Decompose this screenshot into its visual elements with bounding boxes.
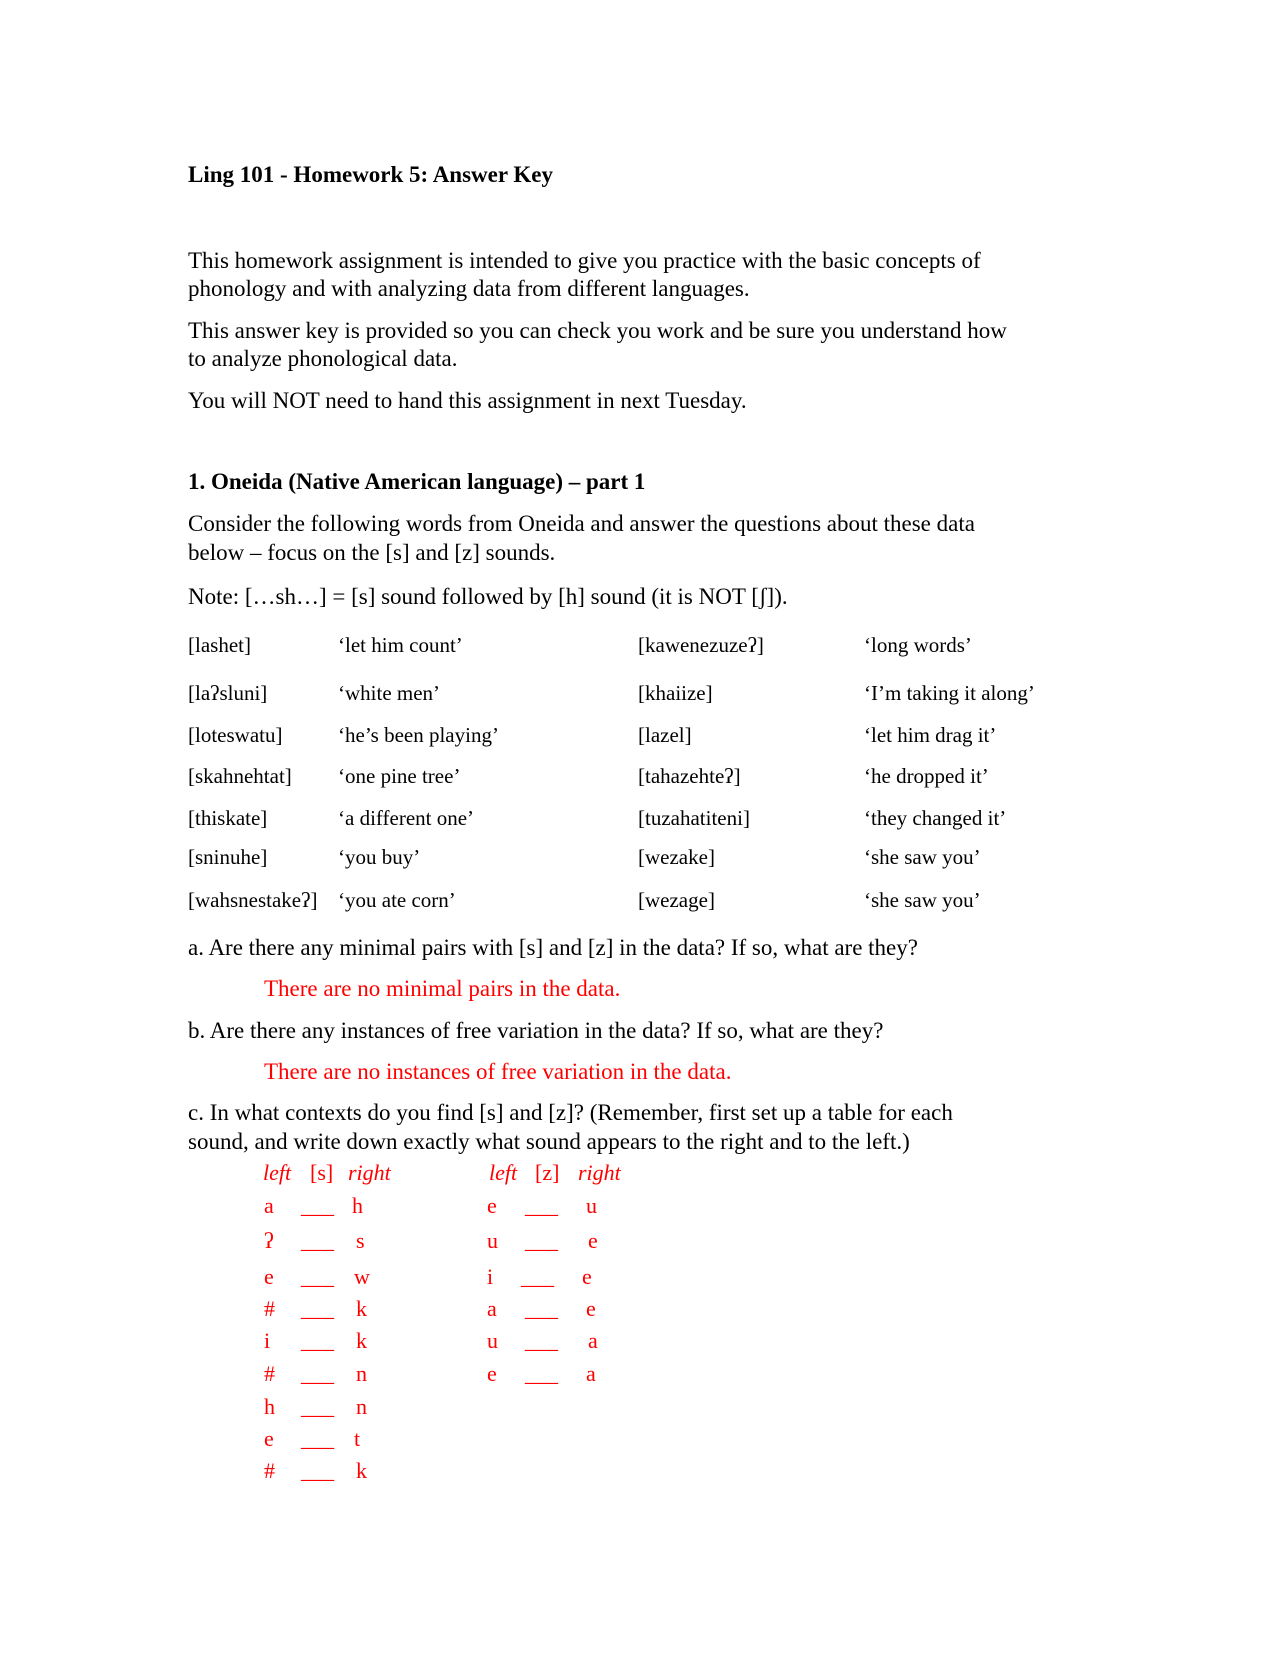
s-table-left-header: left — [263, 1160, 292, 1185]
page-title: Ling 101 - Homework 5: Answer Key — [188, 162, 554, 187]
word-gloss: ‘she saw you’ — [864, 888, 981, 912]
right-context: a — [586, 1361, 596, 1386]
blank-line: ___ — [301, 1361, 334, 1386]
z-table-sound-header: [z] — [535, 1160, 560, 1185]
right-context: e — [586, 1296, 596, 1321]
oneida-word: [lashet] — [188, 633, 251, 657]
section-heading: 1. Oneida (Native American language) – part 1 — [188, 469, 646, 494]
oneida-word: [wezake] — [638, 845, 715, 869]
question-c-line-1: c. In what contexts do you find [s] and [z]? (Remember, first set up a table for each — [188, 1100, 953, 1125]
blank-line: ___ — [301, 1394, 334, 1419]
word-gloss: ‘he’s been playing’ — [338, 723, 499, 747]
blank-line: ___ — [301, 1193, 334, 1218]
word-gloss: ‘they changed it’ — [864, 806, 1007, 830]
right-context: h — [352, 1193, 363, 1218]
oneida-word: [wahsnestakeʔ] — [188, 888, 318, 912]
blank-line: ___ — [525, 1193, 558, 1218]
left-context: a — [487, 1296, 497, 1321]
word-gloss: ‘she saw you’ — [864, 845, 981, 869]
s-table-sound-header: [s] — [310, 1160, 334, 1185]
right-context: k — [356, 1458, 367, 1483]
oneida-word: [thiskate] — [188, 806, 268, 830]
word-gloss: ‘you ate corn’ — [338, 888, 456, 912]
blank-line: ___ — [301, 1458, 334, 1483]
oneida-word: [sninuhe] — [188, 845, 268, 869]
oneida-word: [tahazehteʔ] — [638, 764, 741, 788]
z-table-right-header: right — [578, 1160, 621, 1185]
oneida-word: [lazel] — [638, 723, 692, 747]
blank-line: ___ — [525, 1328, 558, 1353]
word-gloss: ‘white men’ — [338, 681, 441, 705]
right-context: e — [588, 1228, 598, 1253]
blank-line: ___ — [301, 1296, 334, 1321]
oneida-word: [loteswatu] — [188, 723, 283, 747]
oneida-word: [khaiize] — [638, 681, 713, 705]
oneida-word: [laʔsluni] — [188, 681, 268, 705]
intro-paragraph-3: You will NOT need to hand this assignment in next Tuesday. — [188, 388, 747, 413]
right-context: k — [356, 1328, 367, 1353]
right-context: u — [586, 1193, 597, 1218]
blank-line: ___ — [301, 1228, 334, 1253]
left-context: u — [487, 1328, 498, 1353]
left-context: u — [487, 1228, 498, 1253]
left-context: # — [264, 1296, 275, 1321]
section-note: Note: […sh…] = [s] sound followed by [h] sound (it is NOT [ʃ]). — [188, 584, 788, 609]
answer-b: There are no instances of free variation in the data. — [264, 1059, 732, 1084]
left-context: e — [264, 1426, 274, 1451]
word-gloss: ‘you buy’ — [338, 845, 421, 869]
word-gloss: ‘let him drag it’ — [864, 723, 997, 747]
blank-line: ___ — [525, 1361, 558, 1386]
left-context: e — [264, 1264, 274, 1289]
oneida-word: [skahnehtat] — [188, 764, 292, 788]
blank-line: ___ — [301, 1264, 334, 1289]
blank-line: ___ — [301, 1426, 334, 1451]
right-context: t — [354, 1426, 361, 1451]
blank-line: ___ — [525, 1296, 558, 1321]
oneida-word: [wezage] — [638, 888, 715, 912]
intro-paragraph-1-line-1: This homework assignment is intended to give you practice with the basic concepts of — [188, 248, 981, 273]
question-a: a. Are there any minimal pairs with [s] and [z] in the data? If so, what are they? — [188, 935, 918, 960]
right-context: e — [582, 1264, 592, 1289]
word-gloss: ‘I’m taking it along’ — [864, 681, 1035, 705]
intro-paragraph-2-line-2: to analyze phonological data. — [188, 346, 458, 371]
right-context: s — [356, 1228, 365, 1253]
word-gloss: ‘a different one’ — [338, 806, 475, 830]
word-gloss: ‘long words’ — [864, 633, 972, 657]
word-gloss: ‘he dropped it’ — [864, 764, 989, 788]
left-context: e — [487, 1193, 497, 1218]
answer-a: There are no minimal pairs in the data. — [264, 976, 621, 1001]
left-context: i — [487, 1264, 494, 1289]
intro-paragraph-1-line-2: phonology and with analyzing data from different languages. — [188, 276, 750, 301]
right-context: a — [588, 1328, 598, 1353]
right-context: n — [356, 1394, 367, 1419]
intro-paragraph-2-line-1: This answer key is provided so you can check you work and be sure you understand how — [188, 318, 1007, 343]
section-instructions-line-2: below – focus on the [s] and [z] sounds. — [188, 540, 556, 565]
question-b: b. Are there any instances of free variation in the data? If so, what are they? — [188, 1018, 884, 1043]
left-context: ʔ — [264, 1228, 274, 1253]
z-table-left-header: left — [489, 1160, 518, 1185]
right-context: n — [356, 1361, 367, 1386]
right-context: w — [354, 1264, 370, 1289]
left-context: h — [264, 1394, 275, 1419]
s-table-right-header: right — [348, 1160, 391, 1185]
left-context: i — [264, 1328, 271, 1353]
question-c-line-2: sound, and write down exactly what sound appears to the right and to the left.) — [188, 1129, 910, 1154]
left-context: a — [264, 1193, 274, 1218]
right-context: k — [356, 1296, 367, 1321]
left-context: # — [264, 1458, 275, 1483]
blank-line: ___ — [525, 1228, 558, 1253]
oneida-word: [kawenezuzeʔ] — [638, 633, 764, 657]
left-context: e — [487, 1361, 497, 1386]
oneida-word: [tuzahatiteni] — [638, 806, 750, 830]
left-context: # — [264, 1361, 275, 1386]
blank-line: ___ — [301, 1328, 334, 1353]
word-gloss: ‘one pine tree’ — [338, 764, 461, 788]
word-gloss: ‘let him count’ — [338, 633, 463, 657]
section-instructions-line-1: Consider the following words from Oneida and answer the questions about these data — [188, 511, 975, 536]
blank-line: ___ — [521, 1264, 554, 1289]
